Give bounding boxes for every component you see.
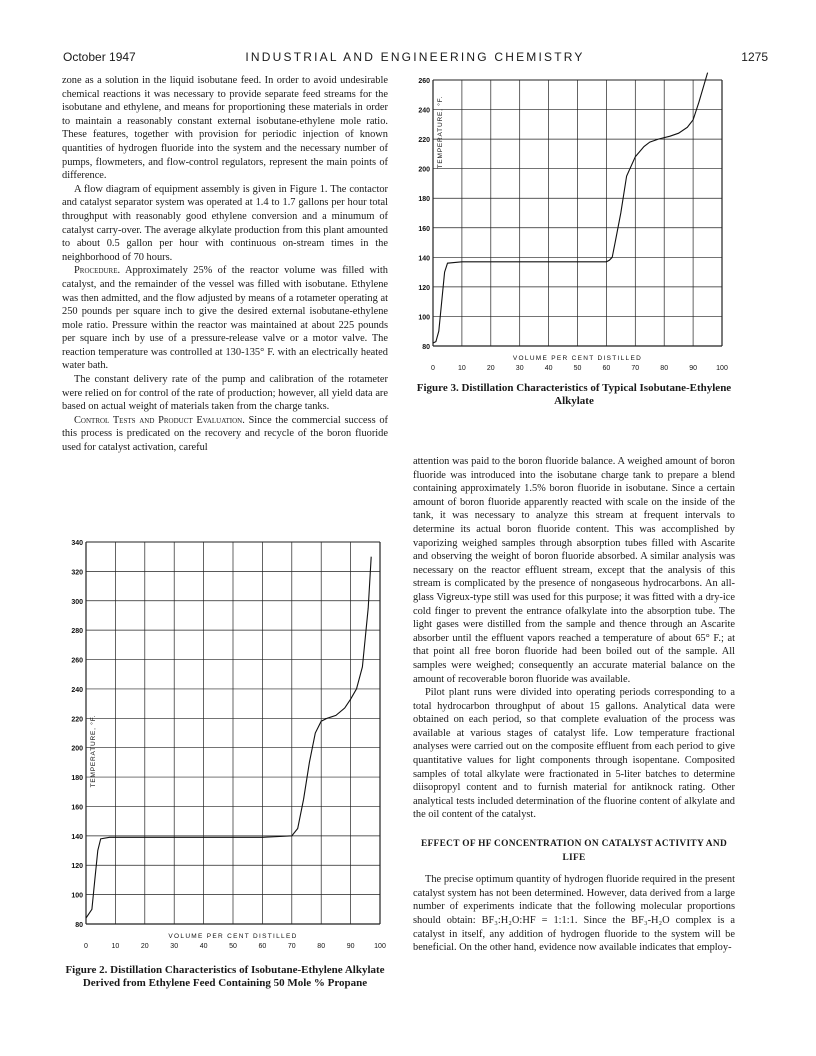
left-column bbox=[62, 74, 388, 455]
figure-3-chart bbox=[400, 72, 740, 374]
paragraph: attention was paid to the boron fluoride balance. A weighed amount of boron fluoride was introduced into the isobutane charge tank to prepare a blend containing approximately 1.5% boron fluoride in isobutane. Since a certain amount of boron fluoride apparently reacted with scale on the inside of the tank, it was necessary to analyze this stream at frequent intervals to determine its actual boron fluoride content. This was accomplished by vaporizing weighed samples through absorption tubes filled with Ascarite and observing the weight of boron fluoride absorbed. A similar analysis was necessary on the reactor effluent stream, except that the analysis of this stream is complicated by the presence of nongaseous hydrocarbons. An all-glass Vigreux-type still was used for this purpose; it was fitted with a dry-ice cold finger to prevent the entrance ofalkylate into the absorption tube. The light gases were distilled from the sample and thence through an Ascarite absorber until the effluent vapors reached a temperature of about 65° F.; at that point all free boron fluoride had been boiled out of the sample. All samples were weighed; consequently an accurate material balance on the amount of recoverable boron fluoride was available. bbox=[413, 456, 735, 685]
x-tick-label: 0 bbox=[431, 365, 435, 372]
y-tick-label: 180 bbox=[71, 775, 83, 783]
paragraph: The precise optimum quantity of hydrogen fluoride required in the present catalyst system has not been determined. However, data derived from a large number of experiments indicate that the following molecular proportions should obtain: BF₃:H₂O:HF = 1:1:1. Since the BF₃-H₂O complex is a catalyst in itself, any addition of hydrogen fluoride to the system will be beneficial. On the other hand, evidence now available indicates that employ- bbox=[413, 874, 735, 954]
y-axis-label: TEMPERATURE, °F. bbox=[90, 714, 97, 788]
x-tick-label: 80 bbox=[660, 365, 669, 372]
y-tick-label: 220 bbox=[418, 137, 430, 145]
y-tick-label: 160 bbox=[418, 225, 430, 233]
section-heading: EFFECT OF HF CONCENTRATION ON CATALYST ACTIVITY AND LIFE bbox=[420, 839, 728, 863]
x-tick-label: 60 bbox=[602, 365, 611, 372]
y-tick-label: 320 bbox=[71, 569, 83, 577]
x-tick-label: 70 bbox=[287, 943, 296, 950]
y-tick-label: 340 bbox=[71, 540, 83, 547]
x-axis-label: VOLUME PER CENT DISTILLED bbox=[168, 933, 298, 940]
x-tick-label: 10 bbox=[458, 365, 466, 372]
figure-2-caption: Figure 2. Distillation Characteristics of Isobutane-Ethylene Alkylate Derived from Ethylene Feed Containing 50 Mole % Propane bbox=[65, 964, 385, 989]
x-tick-label: 100 bbox=[716, 365, 728, 372]
x-tick-label: 90 bbox=[689, 365, 697, 372]
y-tick-label: 200 bbox=[418, 166, 430, 174]
y-tick-label: 80 bbox=[422, 344, 430, 351]
x-axis-label: VOLUME PER CENT DISTILLED bbox=[512, 355, 643, 362]
y-tick-label: 180 bbox=[418, 196, 430, 204]
right-column bbox=[413, 455, 735, 955]
paragraph: Pilot plant runs were divided into operating periods corresponding to a total hydrocarbon throughput of about 15 gallons. Analytical data were obtained on each period, so that complete evaluation of the process was available at various stages of catalyst life. Low temperature fractional analyses were carried out on the composite effluent from each period to give quantitative values for light components through isopentane. Composited samples of total alkylate were fractionated in 5-liter batches to determine diisopropyl content and to furnish material for antiknock rating. Other analytical tests included determination of the fluorine content of alkylate and the oil content of the catalyst. bbox=[413, 687, 735, 821]
y-tick-label: 100 bbox=[418, 314, 430, 322]
x-tick-label: 50 bbox=[229, 943, 237, 950]
y-tick-label: 300 bbox=[71, 598, 83, 606]
y-tick-label: 220 bbox=[71, 716, 83, 724]
paragraph: The constant delivery rate of the pump and calibration of the rotameter were relied on for control of the rate of production; however, all yield data are based on actual weight of materials taken from the charge tanks. bbox=[62, 374, 388, 413]
y-tick-label: 80 bbox=[75, 922, 83, 929]
y-tick-label: 240 bbox=[418, 107, 430, 115]
figure-2 bbox=[62, 536, 402, 989]
page-number: 1275 bbox=[741, 50, 768, 64]
y-tick-label: 260 bbox=[71, 657, 83, 665]
x-tick-label: 60 bbox=[258, 943, 267, 950]
y-tick-label: 160 bbox=[71, 804, 83, 812]
y-axis-label: TEMPERATURE, °F. bbox=[437, 95, 444, 169]
figure-3 bbox=[400, 72, 740, 407]
y-tick-label: 260 bbox=[418, 78, 430, 85]
distillation-curve bbox=[86, 557, 371, 918]
run-in-heading: Procedure. bbox=[74, 265, 121, 277]
figure-3-caption: Figure 3. Distillation Characteristics of Typical Isobutane-Ethylene Alkylate bbox=[416, 382, 732, 407]
x-tick-label: 20 bbox=[486, 365, 495, 372]
x-tick-label: 30 bbox=[515, 365, 524, 372]
issue-date: October 1947 bbox=[63, 50, 136, 64]
y-tick-label: 120 bbox=[71, 863, 83, 871]
figure-2-chart bbox=[62, 536, 392, 958]
y-tick-label: 100 bbox=[71, 892, 83, 900]
x-tick-label: 20 bbox=[140, 943, 149, 950]
distillation-curve bbox=[433, 73, 708, 343]
x-tick-label: 0 bbox=[84, 943, 88, 950]
y-tick-label: 280 bbox=[71, 628, 83, 636]
y-tick-label: 240 bbox=[71, 686, 83, 694]
x-tick-label: 50 bbox=[573, 365, 582, 372]
x-tick-label: 40 bbox=[199, 943, 208, 950]
paragraph: A flow diagram of equipment assembly is given in Figure 1. The contactor and catalyst separator system was operated at 1.4 to 1.7 gallons per hour total throughput with reasonably good ethylene conversion and a minumum of catalyst carry-over. The average alkylate production from this plant amounted to about 0.5 gallon per hour with continuous on-stream times in the neighborhood of 70 hours. bbox=[62, 183, 388, 263]
paragraph: Control Tests and Product Evaluation. Since the commercial success of this process is predicated on the recovery and recycle of the boron fluoride used for catalyst activation, careful bbox=[62, 414, 388, 454]
journal-title: INDUSTRIAL AND ENGINEERING CHEMISTRY bbox=[245, 50, 585, 64]
x-tick-label: 30 bbox=[170, 943, 179, 950]
y-tick-label: 120 bbox=[418, 284, 430, 292]
y-tick-label: 140 bbox=[418, 255, 430, 263]
y-tick-label: 140 bbox=[71, 833, 83, 841]
paragraph: Procedure. Approximately 25% of the reactor volume was filled with catalyst, and the remainder of the vessel was filled with isobutane. Ethylene was then admitted, and the flow adjusted by means of a rotameter operating at 250 pounds per square inch to give the desired external isobutane-ethylene mole ratio. Pressure within the reactor was maintained at about 225 pounds per square inch by use of a pressure-release valve or a motor valve. The reaction temperature was controlled at 130-135° F. with an electrically heated water bath. bbox=[62, 265, 388, 372]
y-tick-label: 200 bbox=[71, 745, 83, 753]
run-in-heading: Control Tests and Product Evaluation. bbox=[74, 414, 245, 426]
x-tick-label: 80 bbox=[317, 943, 326, 950]
x-tick-label: 90 bbox=[346, 943, 355, 950]
paragraph: zone as a solution in the liquid isobutane feed. In order to avoid undesirable chemical reactions it was necessary to provide separate feed streams for the isobutane and ethylene, and means for proportioning these materials in order to maintain a reasonably constant external isobutane-ethylene mole ratio. These features, together with provision for periodic injection of known quantities of hydrogen fluoride into the system and the necessary number of pumps, flowmeters, and flow-control regulators, represent the main points of difference. bbox=[62, 75, 388, 182]
x-tick-label: 100 bbox=[374, 943, 386, 950]
x-tick-label: 40 bbox=[544, 365, 553, 372]
x-tick-label: 70 bbox=[631, 365, 640, 372]
x-tick-label: 10 bbox=[111, 943, 120, 950]
